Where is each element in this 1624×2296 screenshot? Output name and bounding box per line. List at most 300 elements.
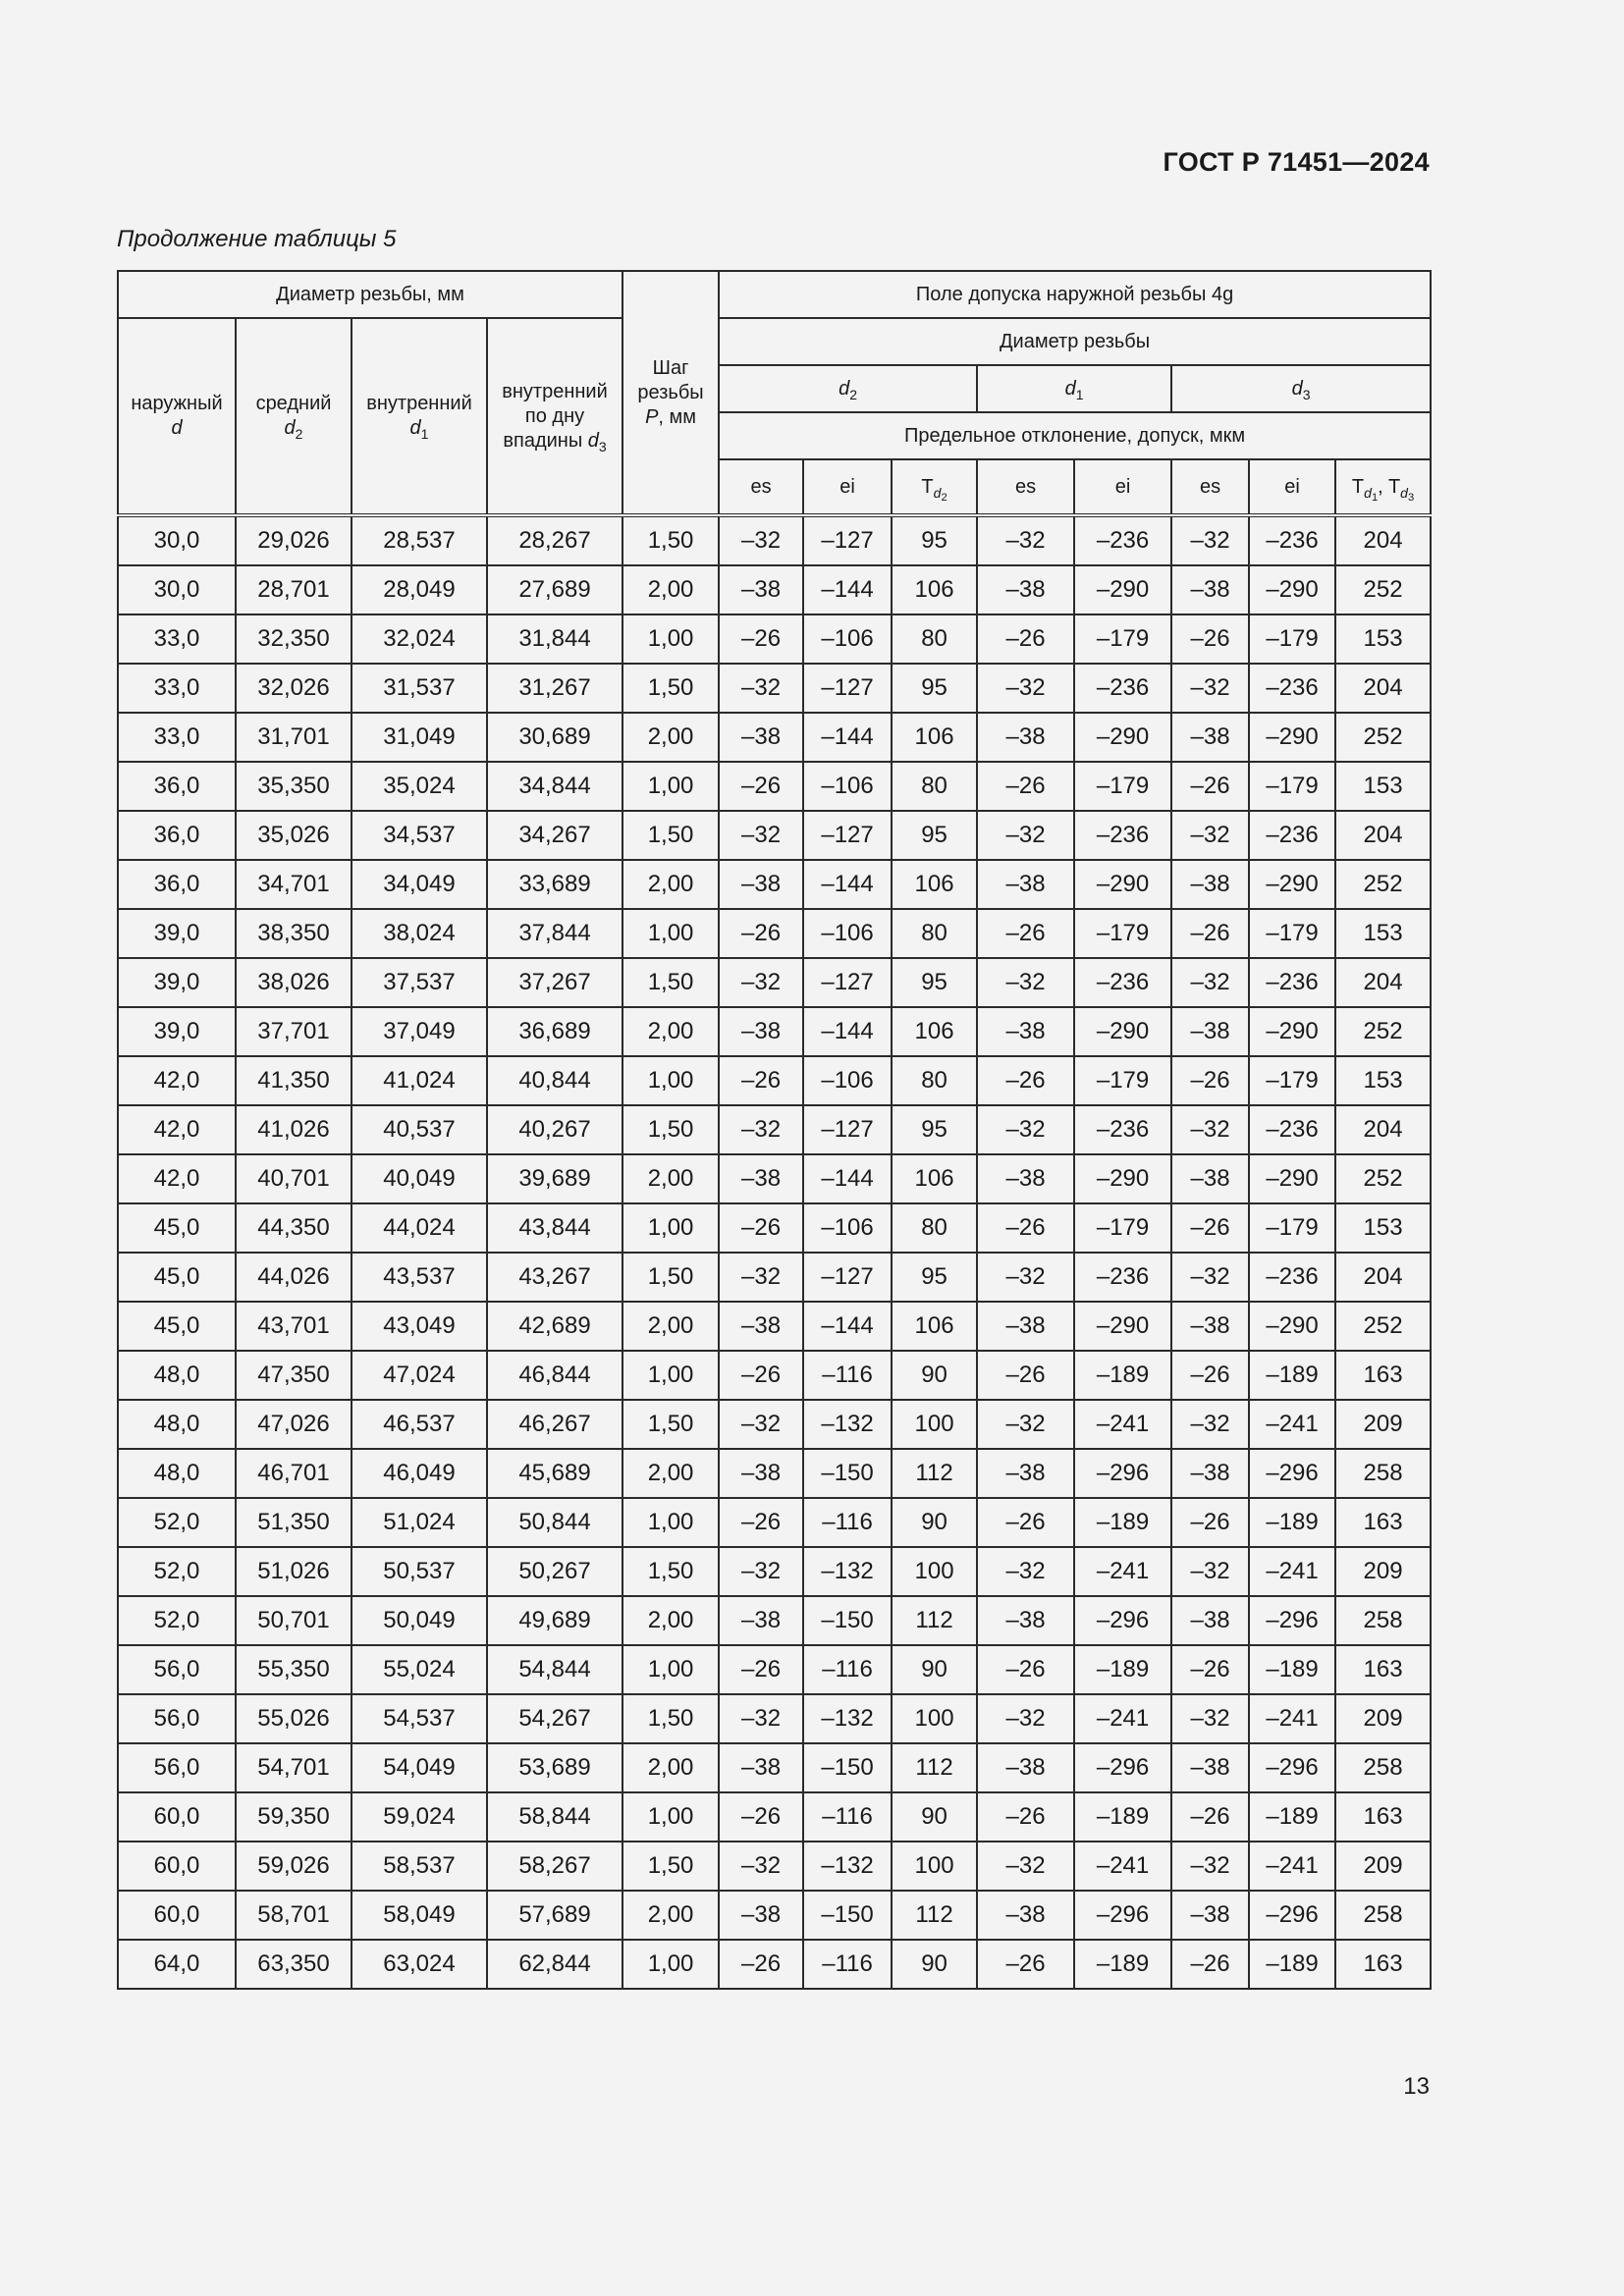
table-cell: 30,689	[487, 713, 623, 762]
table-cell: 58,701	[236, 1891, 352, 1940]
table-cell: –241	[1074, 1547, 1171, 1596]
table-cell: 38,026	[236, 958, 352, 1007]
table-cell: –32	[977, 958, 1074, 1007]
table-cell: –189	[1074, 1645, 1171, 1694]
table-cell: –32	[719, 1842, 803, 1891]
table-cell: –179	[1074, 1203, 1171, 1253]
table-cell: –296	[1074, 1891, 1171, 1940]
table-cell: –290	[1249, 1302, 1335, 1351]
table-row	[118, 1351, 1431, 1400]
table-cell: 153	[1335, 762, 1431, 811]
table-cell: 1,00	[623, 1645, 719, 1694]
table-cell: 59,026	[236, 1842, 352, 1891]
table-cell: –26	[1171, 1940, 1249, 1989]
table-cell: –290	[1249, 713, 1335, 762]
table-cell: 112	[892, 1743, 977, 1792]
table-cell: 52,0	[118, 1596, 236, 1645]
table-cell: 56,0	[118, 1645, 236, 1694]
table-cell: 95	[892, 958, 977, 1007]
table-cell: –32	[1171, 1547, 1249, 1596]
table-cell: 1,50	[623, 1842, 719, 1891]
table-cell: –132	[803, 1547, 892, 1596]
table-cell: 31,267	[487, 664, 623, 713]
table-cell: –38	[977, 565, 1074, 614]
table-cell: 60,0	[118, 1891, 236, 1940]
table-cell: 37,844	[487, 909, 623, 958]
table-cell: –189	[1249, 1792, 1335, 1842]
table-cell: –26	[719, 762, 803, 811]
table-cell: –189	[1249, 1645, 1335, 1694]
table-cell: –179	[1249, 1203, 1335, 1253]
table-cell: –32	[977, 1105, 1074, 1154]
table-cell: –132	[803, 1842, 892, 1891]
table-cell: –32	[719, 958, 803, 1007]
table-row	[118, 1547, 1431, 1596]
table-cell: –144	[803, 1007, 892, 1056]
table-cell: 106	[892, 1154, 977, 1203]
table-cell: –26	[719, 1498, 803, 1547]
table-cell: –38	[1171, 1891, 1249, 1940]
table-cell: –236	[1074, 811, 1171, 860]
table-cell: 95	[892, 1253, 977, 1302]
table-cell: –32	[977, 811, 1074, 860]
table-cell: –38	[977, 1891, 1074, 1940]
table-cell: –236	[1249, 515, 1335, 565]
table-cell: 32,350	[236, 614, 352, 664]
table-cell: –106	[803, 909, 892, 958]
table-cell: –38	[1171, 1007, 1249, 1056]
table-cell: 2,00	[623, 860, 719, 909]
table-cell: 80	[892, 909, 977, 958]
table-cell: 204	[1335, 515, 1431, 565]
table-cell: 40,537	[352, 1105, 487, 1154]
table-cell: –290	[1074, 1302, 1171, 1351]
table-cell: –26	[1171, 1203, 1249, 1253]
table-cell: 163	[1335, 1498, 1431, 1547]
table-cell: –296	[1249, 1743, 1335, 1792]
table-cell: –26	[977, 762, 1074, 811]
table-cell: 40,701	[236, 1154, 352, 1203]
d2-es-header: es	[719, 459, 803, 515]
table-cell: 252	[1335, 713, 1431, 762]
table-cell: 33,0	[118, 664, 236, 713]
table-cell: 55,026	[236, 1694, 352, 1743]
d3-group-header: $d_3$	[1171, 365, 1431, 412]
table-cell: –144	[803, 713, 892, 762]
table-cell: 163	[1335, 1940, 1431, 1989]
table-cell: –38	[719, 1007, 803, 1056]
table-cell: –116	[803, 1351, 892, 1400]
table-cell: 95	[892, 1105, 977, 1154]
table-cell: 55,024	[352, 1645, 487, 1694]
table-cell: –290	[1249, 1154, 1335, 1203]
table-row	[118, 1056, 1431, 1105]
table-cell: –26	[719, 1203, 803, 1253]
table-cell: –241	[1074, 1694, 1171, 1743]
table-row	[118, 1743, 1431, 1792]
table-cell: 100	[892, 1547, 977, 1596]
table-row	[118, 762, 1431, 811]
table-cell: –38	[1171, 1154, 1249, 1203]
table-row	[118, 1645, 1431, 1694]
table-cell: –32	[977, 1694, 1074, 1743]
table-cell: –32	[977, 664, 1074, 713]
table-row	[118, 713, 1431, 762]
table-cell: –38	[719, 860, 803, 909]
table-cell: –296	[1249, 1891, 1335, 1940]
table-cell: –26	[977, 1056, 1074, 1105]
page-number: 13	[1403, 2073, 1430, 2100]
table-cell: 63,350	[236, 1940, 352, 1989]
table-cell: –179	[1074, 909, 1171, 958]
table-cell: 252	[1335, 1007, 1431, 1056]
table-cell: 31,844	[487, 614, 623, 664]
d1-ei-header: ei	[1074, 459, 1171, 515]
table-cell: –26	[977, 1498, 1074, 1547]
table-row	[118, 909, 1431, 958]
table-cell: 36,0	[118, 762, 236, 811]
table-cell: –26	[719, 1792, 803, 1842]
table-cell: 52,0	[118, 1498, 236, 1547]
table-cell: 50,701	[236, 1596, 352, 1645]
table-cell: –38	[719, 1891, 803, 1940]
table-cell: –116	[803, 1792, 892, 1842]
table-cell: 37,701	[236, 1007, 352, 1056]
td2-header: $T_{d_2}$	[892, 459, 977, 515]
table-cell: –32	[977, 1547, 1074, 1596]
table-cell: 54,844	[487, 1645, 623, 1694]
table-cell: –38	[977, 1449, 1074, 1498]
table-cell: –26	[1171, 909, 1249, 958]
table-row	[118, 1694, 1431, 1743]
table-cell: 32,024	[352, 614, 487, 664]
table-cell: –32	[719, 1105, 803, 1154]
table-cell: –32	[1171, 811, 1249, 860]
table-cell: –38	[977, 713, 1074, 762]
table-cell: –236	[1074, 1105, 1171, 1154]
table-cell: 50,537	[352, 1547, 487, 1596]
table-cell: 258	[1335, 1596, 1431, 1645]
table-cell: –127	[803, 811, 892, 860]
table-cell: 58,267	[487, 1842, 623, 1891]
table-cell: –296	[1249, 1449, 1335, 1498]
table-cell: 45,0	[118, 1253, 236, 1302]
table-caption: Продолжение таблицы 5	[117, 226, 397, 252]
table-cell: 51,350	[236, 1498, 352, 1547]
table-cell: –38	[1171, 713, 1249, 762]
table-cell: 31,537	[352, 664, 487, 713]
table-cell: 45,689	[487, 1449, 623, 1498]
d1-es-header: es	[977, 459, 1074, 515]
table-cell: 1,50	[623, 1105, 719, 1154]
table-cell: 42,0	[118, 1056, 236, 1105]
thread-diameter-subheader: Диаметр резьбы	[719, 318, 1431, 365]
table-cell: –26	[719, 909, 803, 958]
table-cell: –38	[719, 1154, 803, 1203]
table-cell: –26	[719, 1351, 803, 1400]
table-cell: 153	[1335, 1203, 1431, 1253]
table-cell: –32	[719, 515, 803, 565]
table-cell: 2,00	[623, 1743, 719, 1792]
table-cell: 34,537	[352, 811, 487, 860]
table-cell: –26	[977, 1645, 1074, 1694]
table-cell: 43,844	[487, 1203, 623, 1253]
table-cell: 45,0	[118, 1203, 236, 1253]
table-cell: 1,00	[623, 762, 719, 811]
table-cell: 252	[1335, 860, 1431, 909]
table-cell: 1,50	[623, 1547, 719, 1596]
td1-td3-header: $T_{d_1}$, $T_{d_3}$	[1335, 459, 1431, 515]
table-cell: –241	[1249, 1842, 1335, 1891]
table-cell: –38	[1171, 860, 1249, 909]
table-cell: –241	[1074, 1842, 1171, 1891]
table-cell: –241	[1074, 1400, 1171, 1449]
table-cell: 37,537	[352, 958, 487, 1007]
outer-diameter-header: наружный d	[118, 318, 236, 515]
table-cell: –132	[803, 1694, 892, 1743]
table-cell: 56,0	[118, 1743, 236, 1792]
tolerance-field-header: Поле допуска наружной резьбы 4g	[719, 271, 1431, 318]
table-cell: –189	[1249, 1498, 1335, 1547]
table-cell: 28,537	[352, 515, 487, 565]
table-cell: –116	[803, 1940, 892, 1989]
table-cell: –296	[1074, 1449, 1171, 1498]
table-cell: –32	[977, 1842, 1074, 1891]
table-cell: 58,844	[487, 1792, 623, 1842]
table-cell: 63,024	[352, 1940, 487, 1989]
table-cell: –26	[977, 1940, 1074, 1989]
table-cell: 80	[892, 1203, 977, 1253]
table-cell: 50,049	[352, 1596, 487, 1645]
table-cell: 30,0	[118, 515, 236, 565]
table-cell: 54,267	[487, 1694, 623, 1743]
table-row	[118, 1596, 1431, 1645]
table-cell: –26	[719, 1645, 803, 1694]
table-cell: –32	[977, 1400, 1074, 1449]
table-cell: 163	[1335, 1351, 1431, 1400]
table-cell: 35,024	[352, 762, 487, 811]
table-cell: 39,0	[118, 1007, 236, 1056]
table-cell: –32	[1171, 1105, 1249, 1154]
table-cell: 1,50	[623, 664, 719, 713]
d1-group-header: $d_1$	[977, 365, 1171, 412]
table-cell: 28,267	[487, 515, 623, 565]
table-cell: 46,267	[487, 1400, 623, 1449]
table-cell: –144	[803, 1302, 892, 1351]
table-cell: –32	[1171, 958, 1249, 1007]
table-cell: 90	[892, 1351, 977, 1400]
table-cell: 252	[1335, 565, 1431, 614]
table-cell: 51,026	[236, 1547, 352, 1596]
table-cell: –38	[977, 1154, 1074, 1203]
table-cell: 35,350	[236, 762, 352, 811]
table-cell: 1,00	[623, 1056, 719, 1105]
table-cell: –32	[719, 1400, 803, 1449]
table-cell: 56,0	[118, 1694, 236, 1743]
table-cell: –38	[977, 1007, 1074, 1056]
table-cell: 1,00	[623, 1498, 719, 1547]
table-cell: 43,267	[487, 1253, 623, 1302]
table-cell: 106	[892, 1302, 977, 1351]
table-cell: 34,049	[352, 860, 487, 909]
table-cell: 204	[1335, 1253, 1431, 1302]
table-cell: 54,049	[352, 1743, 487, 1792]
pitch-header: Шаг резьбы P, мм	[623, 271, 719, 515]
table-cell: –290	[1074, 1154, 1171, 1203]
table-cell: –296	[1074, 1596, 1171, 1645]
table-cell: 42,0	[118, 1154, 236, 1203]
table-cell: –150	[803, 1743, 892, 1792]
table-cell: 39,0	[118, 909, 236, 958]
table-cell: –38	[719, 1743, 803, 1792]
table-cell: 163	[1335, 1645, 1431, 1694]
table-cell: 58,537	[352, 1842, 487, 1891]
table-cell: 27,689	[487, 565, 623, 614]
mean-diameter-header: средний $d_2$	[236, 318, 352, 515]
table-cell: –236	[1074, 515, 1171, 565]
table-cell: 1,50	[623, 811, 719, 860]
inner-diameter-header: внутренний $d_1$	[352, 318, 487, 515]
table-cell: 52,0	[118, 1547, 236, 1596]
table-cell: –26	[977, 1792, 1074, 1842]
table-cell: –32	[719, 664, 803, 713]
table-cell: 106	[892, 860, 977, 909]
table-cell: 32,026	[236, 664, 352, 713]
table-cell: –179	[1249, 1056, 1335, 1105]
table-cell: 58,049	[352, 1891, 487, 1940]
table-cell: 1,00	[623, 909, 719, 958]
table-cell: 153	[1335, 1056, 1431, 1105]
table-cell: 112	[892, 1449, 977, 1498]
table-cell: 204	[1335, 958, 1431, 1007]
table-cell: 106	[892, 565, 977, 614]
table-cell: –236	[1074, 1253, 1171, 1302]
table-row	[118, 1007, 1431, 1056]
table-cell: 55,350	[236, 1645, 352, 1694]
table-cell: 2,00	[623, 1154, 719, 1203]
table-cell: 95	[892, 811, 977, 860]
table-cell: 258	[1335, 1449, 1431, 1498]
table-cell: 204	[1335, 1105, 1431, 1154]
table-cell: 258	[1335, 1743, 1431, 1792]
table-cell: 209	[1335, 1547, 1431, 1596]
table-row	[118, 811, 1431, 860]
table-cell: 100	[892, 1400, 977, 1449]
table-cell: –127	[803, 1105, 892, 1154]
table-cell: 50,267	[487, 1547, 623, 1596]
table-cell: –290	[1074, 565, 1171, 614]
table-row	[118, 1253, 1431, 1302]
table-row	[118, 1302, 1431, 1351]
table-cell: –32	[1171, 1400, 1249, 1449]
table-cell: 163	[1335, 1792, 1431, 1842]
table-row	[118, 664, 1431, 713]
table-cell: 49,689	[487, 1596, 623, 1645]
table-cell: –116	[803, 1645, 892, 1694]
table-cell: 153	[1335, 614, 1431, 664]
table-cell: 62,844	[487, 1940, 623, 1989]
table-cell: 1,50	[623, 1253, 719, 1302]
table-cell: 45,0	[118, 1302, 236, 1351]
table-cell: –26	[1171, 1792, 1249, 1842]
table-cell: –179	[1249, 614, 1335, 664]
table-row	[118, 1792, 1431, 1842]
table-cell: –290	[1074, 860, 1171, 909]
table-cell: 43,701	[236, 1302, 352, 1351]
table-cell: –189	[1074, 1792, 1171, 1842]
table-cell: 90	[892, 1792, 977, 1842]
table-cell: 37,267	[487, 958, 623, 1007]
table-cell: –32	[1171, 1253, 1249, 1302]
table-cell: –189	[1074, 1498, 1171, 1547]
table-cell: –179	[1249, 762, 1335, 811]
d2-group-header: $d_2$	[719, 365, 977, 412]
table-cell: 59,024	[352, 1792, 487, 1842]
table-cell: –189	[1074, 1351, 1171, 1400]
table-cell: –38	[719, 713, 803, 762]
table-cell: –38	[1171, 1449, 1249, 1498]
table-cell: 48,0	[118, 1449, 236, 1498]
table-cell: –38	[1171, 1302, 1249, 1351]
table-cell: –38	[977, 1596, 1074, 1645]
inner-root-diameter-header: внутренний по дну впадины $d_3$	[487, 318, 623, 515]
table-cell: 54,537	[352, 1694, 487, 1743]
table-cell: –127	[803, 664, 892, 713]
table-cell: 46,049	[352, 1449, 487, 1498]
thread-tolerance-table	[117, 270, 1432, 1990]
table-cell: 95	[892, 515, 977, 565]
table-cell: 209	[1335, 1400, 1431, 1449]
table-cell: –236	[1249, 664, 1335, 713]
table-cell: –236	[1249, 958, 1335, 1007]
table-cell: –179	[1074, 1056, 1171, 1105]
table-row	[118, 1498, 1431, 1547]
table-cell: 40,049	[352, 1154, 487, 1203]
table-cell: –236	[1249, 1253, 1335, 1302]
table-row	[118, 860, 1431, 909]
table-cell: 1,50	[623, 1400, 719, 1449]
table-cell: 2,00	[623, 1891, 719, 1940]
table-cell: –38	[719, 565, 803, 614]
table-cell: 47,026	[236, 1400, 352, 1449]
table-cell: –144	[803, 565, 892, 614]
table-cell: –290	[1249, 860, 1335, 909]
table-cell: –38	[719, 1596, 803, 1645]
table-cell: –241	[1249, 1400, 1335, 1449]
table-cell: 90	[892, 1940, 977, 1989]
table-cell: 36,689	[487, 1007, 623, 1056]
table-cell: –236	[1249, 1105, 1335, 1154]
thread-diameter-header: Диаметр резьбы, мм	[118, 271, 623, 318]
table-cell: –26	[719, 614, 803, 664]
table-cell: 44,350	[236, 1203, 352, 1253]
table-cell: 29,026	[236, 515, 352, 565]
table-cell: –26	[977, 1203, 1074, 1253]
table-cell: 1,00	[623, 1940, 719, 1989]
table-cell: 59,350	[236, 1792, 352, 1842]
table-cell: 34,701	[236, 860, 352, 909]
table-cell: –127	[803, 515, 892, 565]
table-cell: –127	[803, 1253, 892, 1302]
table-cell: –26	[1171, 762, 1249, 811]
table-cell: –38	[1171, 1743, 1249, 1792]
table-cell: –32	[1171, 1694, 1249, 1743]
limit-deviation-header: Предельное отклонение, допуск, мкм	[719, 412, 1431, 459]
table-row	[118, 1940, 1431, 1989]
table-cell: 106	[892, 713, 977, 762]
table-cell: 31,049	[352, 713, 487, 762]
table-cell: 2,00	[623, 1007, 719, 1056]
